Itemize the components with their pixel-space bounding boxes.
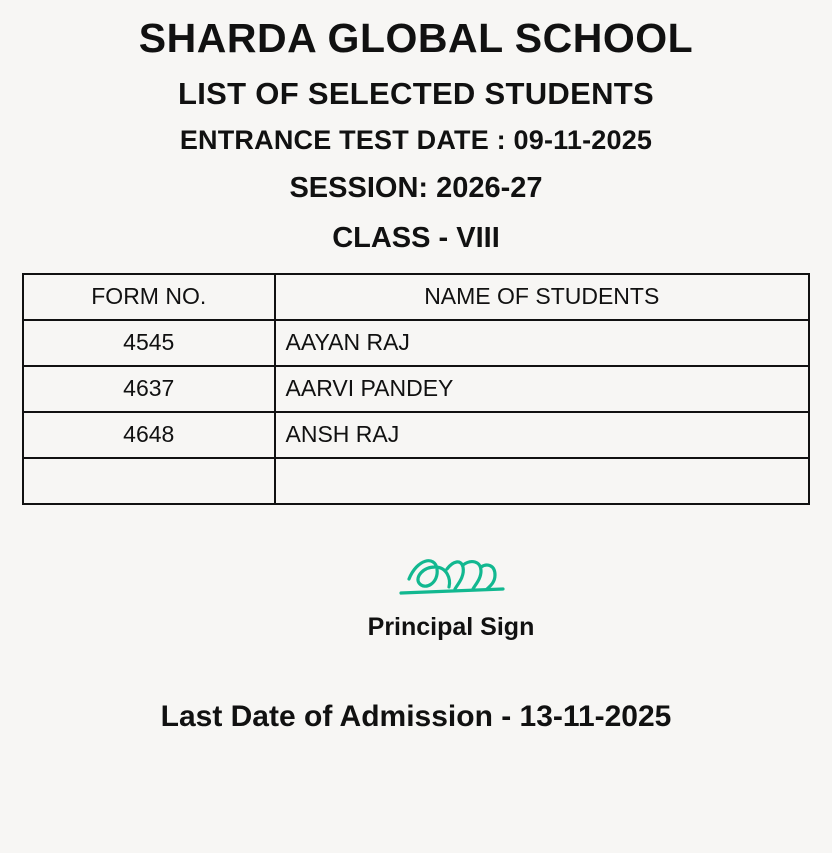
column-header-name: NAME OF STUDENTS [275,274,809,320]
school-name: SHARDA GLOBAL SCHOOL [138,15,694,61]
list-title: LIST OF SELECTED STUDENTS [178,76,654,112]
column-header-form-no: FORM NO. [23,274,275,320]
signature-area [0,545,832,642]
entrance-test-date: ENTRANCE TEST DATE : 09-11-2025 [179,125,653,156]
cell-student-name: AAYAN RAJ [275,320,809,366]
session-line: SESSION: 2026-27 [289,171,543,204]
table-header-row [23,274,809,320]
document-header [0,16,832,255]
principal-sign-label: Principal Sign [367,612,535,641]
table-row-empty [23,458,809,504]
table-row [23,412,809,458]
cell-form-no: 4648 [23,412,275,458]
last-date-of-admission: Last Date of Admission - 13-11-2025 [160,699,672,733]
signature-icon [70,545,832,607]
cell-student-name: AARVI PANDEY [275,366,809,412]
cell-form-no: 4637 [23,366,275,412]
cell-student-name: ANSH RAJ [275,412,809,458]
table-row [23,366,809,412]
cell-student-name-empty [275,458,809,504]
table-row [23,320,809,366]
cell-form-no: 4545 [23,320,275,366]
students-table [22,273,810,505]
class-line: CLASS - VIII [332,221,500,254]
students-table-wrapper [22,273,810,505]
cell-form-no-empty [23,458,275,504]
document-page [0,16,832,853]
